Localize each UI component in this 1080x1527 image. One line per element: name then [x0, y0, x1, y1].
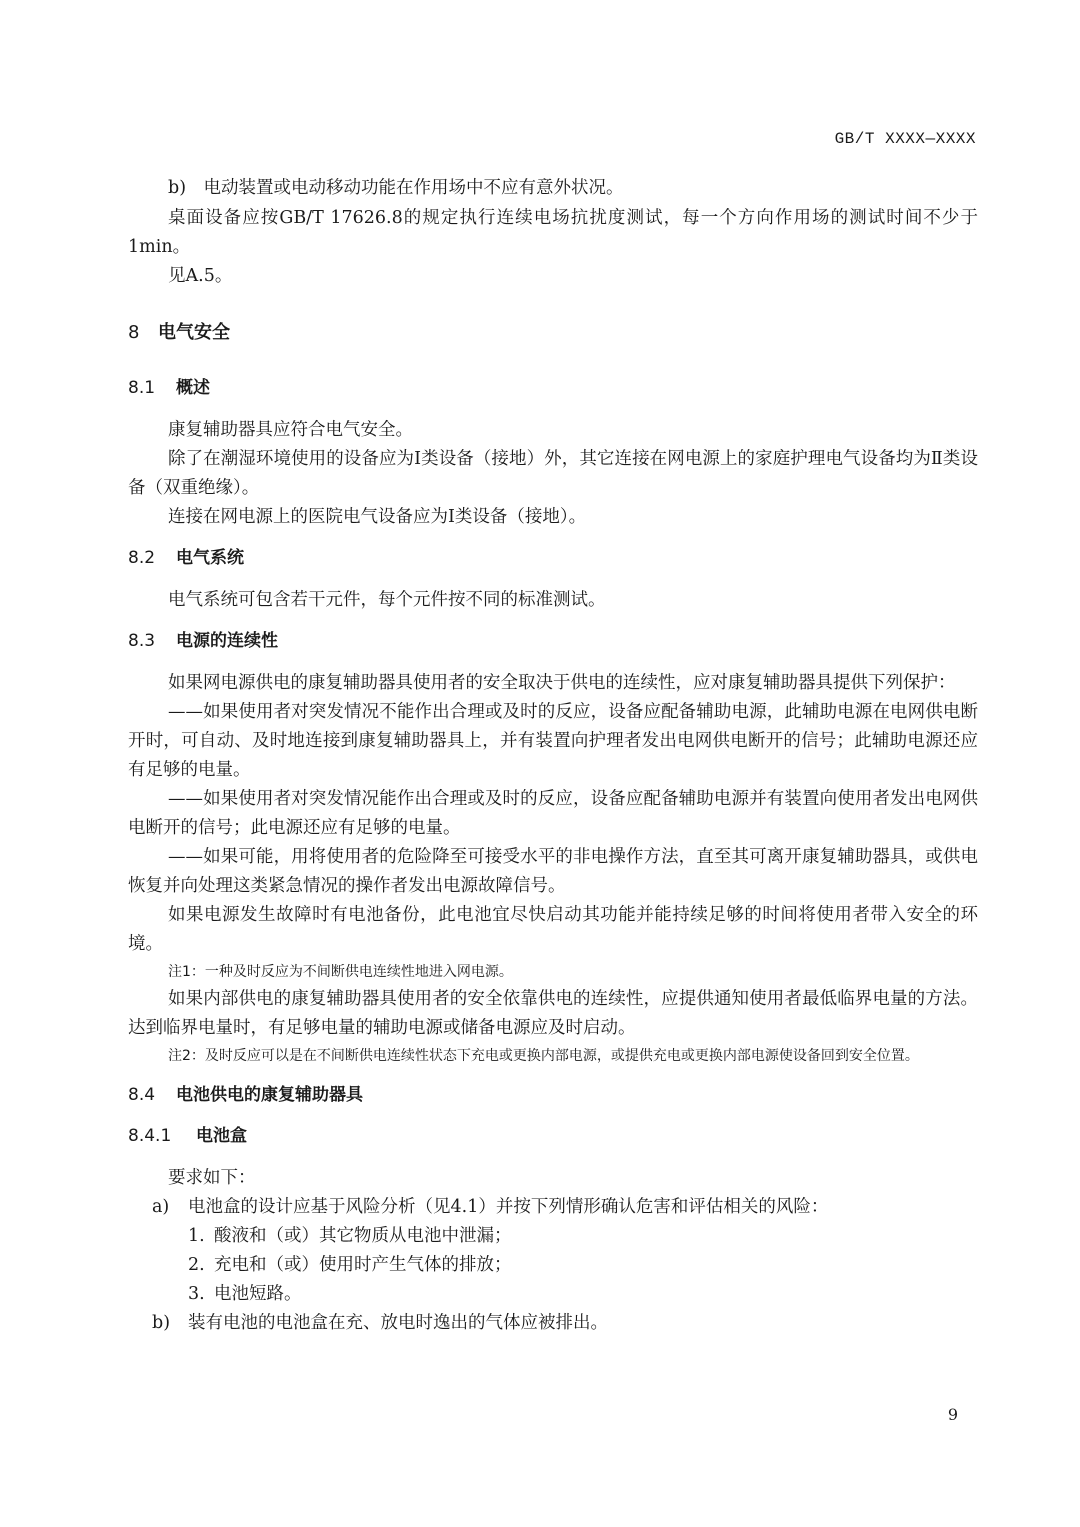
intro-item-b-text: 电动装置或电动移动功能在作用场中不应有意外状况。: [203, 178, 624, 198]
section-8-4-1-title: 电池盒: [196, 1126, 247, 1146]
page-content: [128, 174, 978, 1338]
subitem-3-text: 电池短路。: [214, 1284, 302, 1304]
s8-3-paragraph-1: 如果网电源供电的康复辅助器具使用者的安全取决于供电的连续性，应对康复辅助器具提供下列保护：: [168, 673, 956, 693]
section-8-4-title: 电池供电的康复辅助器具: [176, 1085, 363, 1105]
section-8-4-1-heading: [128, 1122, 978, 1151]
section-8-2-number: 8.2: [128, 548, 156, 568]
page-number: 9: [947, 1405, 958, 1424]
s8-2-paragraph: 电气系统可包含若干元件，每个元件按不同的标准测试。: [168, 590, 606, 610]
subitem-2-text: 充电和（或）使用时产生气体的排放；: [214, 1255, 512, 1275]
standard-number: GB/T XXXX—XXXX: [834, 130, 976, 148]
section-8-3-number: 8.3: [128, 631, 156, 651]
s8-4-1-item-a: [128, 1193, 978, 1222]
item-a-text: 电池盒的设计应基于风险分析（见4.1）并按下列情形确认危害和评估相关的风险：: [188, 1197, 829, 1217]
intro-item-b-marker: b): [168, 178, 187, 198]
subitem-1: [128, 1222, 978, 1251]
section-8-3-title: 电源的连续性: [176, 631, 278, 651]
note-2: [128, 1043, 978, 1069]
section-8-number: 8: [128, 322, 140, 343]
section-8-4-1-number: 8.4.1: [128, 1126, 172, 1146]
section-8-4-heading: [128, 1081, 978, 1110]
s8-4-1-intro: 要求如下：: [168, 1168, 256, 1188]
section-8-1-heading: [128, 374, 978, 403]
s8-1-paragraph-3: 连接在网电源上的医院电气设备应为Ⅰ类设备（接地）。: [168, 507, 587, 527]
note-1-text: 一种及时反应为不间断供电连续性地进入网电源。: [204, 964, 513, 980]
section-8-2-heading: [128, 544, 978, 573]
section-8-heading: [128, 318, 978, 347]
s8-3-dash-item-3: ——如果可能，用将使用者的危险降至可接受水平的非电操作方法，直至其可离开康复辅助器具，或供电恢复并向处理这类紧急情况的操作者发出电源故障信号。: [128, 847, 978, 896]
item-a-marker: a): [152, 1197, 170, 1217]
note-1-label: 注1：: [168, 964, 205, 980]
s8-3-dash-item-1: ——如果使用者对突发情况不能作出合理或及时的反应，设备应配备辅助电源，此辅助电源在电网供电断开时，可自动、及时地连接到康复辅助器具上，并有装置向护理者发出电网供电断开的信号；此辅助电源还应有足够的电量。: [128, 702, 978, 780]
s8-3-dash-item-2: ——如果使用者对突发情况能作出合理或及时的反应，设备应配备辅助电源并有装置向使用者发出电网供电断开的信号；此电源还应有足够的电量。: [128, 789, 978, 838]
subitem-2-marker: 2.: [188, 1255, 205, 1275]
s8-3-paragraph-battery: 如果电源发生故障时有电池备份，此电池宜尽快启动其功能并能持续足够的时间将使用者带入安全的环境。: [128, 905, 978, 954]
s8-1-paragraph-2: 除了在潮湿环境使用的设备应为Ⅰ类设备（接地）外，其它连接在网电源上的家庭护理电气设备均为Ⅱ类设备（双重绝缘）。: [128, 449, 978, 498]
see-reference: 见A.5。: [168, 266, 233, 286]
s8-3-paragraph-internal: 如果内部供电的康复辅助器具使用者的安全依靠供电的连续性，应提供通知使用者最低临界电量的方法。达到临界电量时，有足够电量的辅助电源或储备电源应及时启动。: [128, 989, 978, 1038]
item-b-marker: b): [152, 1313, 171, 1333]
note-2-label: 注2：: [168, 1048, 205, 1064]
note-1: [128, 959, 978, 985]
note-2-text: 及时反应可以是在不间断供电连续性状态下充电或更换内部电源，或提供充电或更换内部电源使设备回到安全位置。: [204, 1048, 919, 1064]
section-8-4-number: 8.4: [128, 1085, 156, 1105]
subitem-3: [128, 1280, 978, 1309]
section-8-1-title: 概述: [176, 378, 210, 398]
s8-4-1-item-b: [128, 1309, 978, 1338]
section-8-1-number: 8.1: [128, 378, 156, 398]
section-8-2-title: 电气系统: [176, 548, 244, 568]
section-8-3-heading: [128, 627, 978, 656]
subitem-1-marker: 1.: [188, 1226, 205, 1246]
item-b-text: 装有电池的电池盒在充、放电时逸出的气体应被排出。: [188, 1313, 608, 1333]
s8-1-paragraph-1: 康复辅助器具应符合电气安全。: [168, 420, 413, 440]
subitem-2: [128, 1251, 978, 1280]
subitem-1-text: 酸液和（或）其它物质从电池中泄漏；: [214, 1226, 512, 1246]
desktop-test-paragraph: 桌面设备应按GB/T 17626.8的规定执行连续电场抗扰度测试，每一个方向作用场的测试时间不少于1min。: [128, 208, 978, 257]
section-8-title: 电气安全: [158, 322, 230, 343]
intro-item-b: [128, 174, 978, 203]
subitem-3-marker: 3.: [188, 1284, 205, 1304]
